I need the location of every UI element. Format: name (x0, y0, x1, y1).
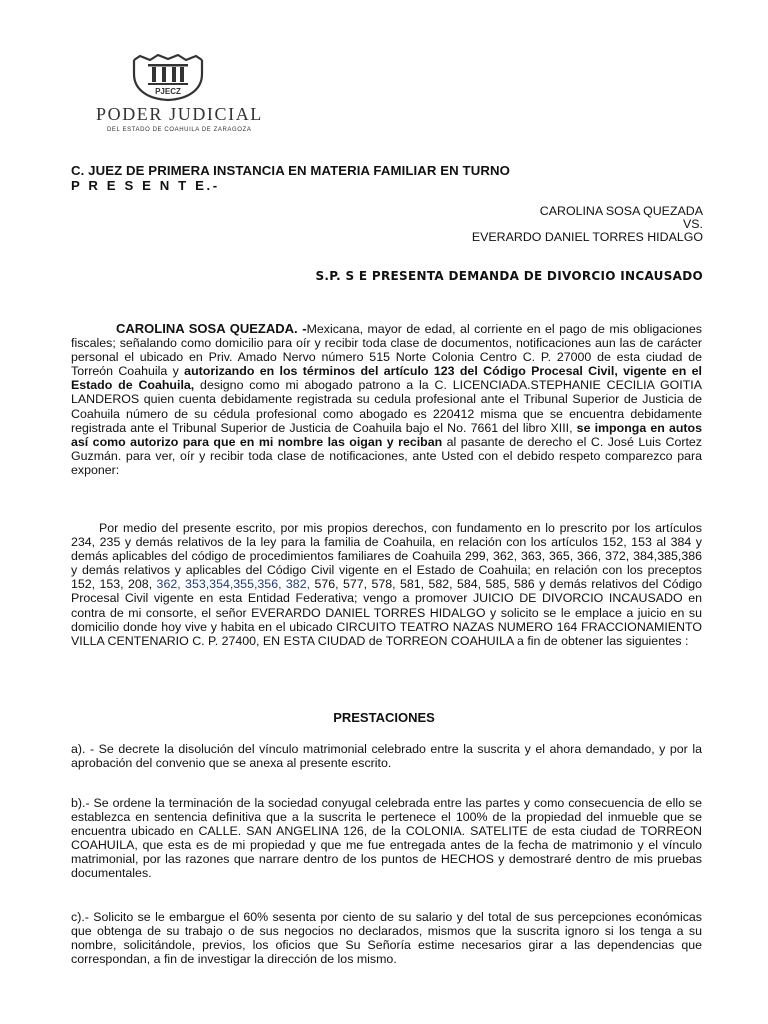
section-heading: PRESTACIONES (333, 710, 435, 725)
addressee-line: C. JUEZ DE PRIMERA INSTANCIA EN MATERIA FAMILIAR EN TURNO (71, 163, 510, 178)
courthouse-seal-icon (130, 50, 206, 102)
intro-text: Mexicana, mayor de edad, al corriente en el pago de mis obligaciones fiscales; señalando como domicilio para oír y recibir toda clase de documentos, notificaciones aun las de carácter personal el ubicado en Priv. Amado Nervo número 515 Norte Colonia Centro C. P. 27000 de esta ciudad de Torreón Coahuila y (71, 322, 702, 379)
institution-name: PODER JUDICIAL (96, 104, 263, 124)
intro-text: al pasante de derecho el C. José Luis Cortez Guzmán. para ver, oír y recibir toda clase de notificaciones, ante Usted con el debido respeto comparezco para exponer: (71, 434, 703, 477)
intro-text: designo como mi abogado patrono a la C. LICENCIADA.STEPHANIE CECILIA GOITIA LANDEROS quien cuenta debidamente registrada su cedula profesional ante el Tribunal Superior de Justicia de Coahuila número de su cédula profesional como abogado es 220412 misma que se encuentra debidamente registrada ante el Tribunal Superior de Justicia de Coahuila bajo el No. 7661 del libro XIII, (71, 378, 702, 435)
defendant-name: EVERARDO DANIEL TORRES HIDALGO (471, 230, 703, 244)
claim-item-b: b).- Se ordene la terminación de la sociedad conyugal celebrada entre las partes y como consecuencia de ello se establezca en sentencia definitiva que a la suscrita le pertenece el 100% de la propiedad del inmueble que se encuentra ubicado en CALLE. SAN ANGELINA 126, de la COLONIA. SATELITE de esta ciudad de TORREON COAHUILA, que esta es de mi propiedad y que me fue entregada antes de la fecha de matrimonio y el vínculo matrimonial, por las razones que narrare dentro de los puntos de HECHOS y demostraré dentro de mis pruebas documentales. (71, 796, 702, 881)
institution-logo (96, 50, 263, 133)
versus-label: VS. (683, 217, 703, 231)
addressee-present: P R E S E N T E.- (71, 178, 220, 193)
intro-authorization: se imponga en autos así como autorizo para que en mi nombre las oigan y reciban (71, 420, 702, 449)
claim-item-c: c).- Solicito se le embargue el 60% sesenta por ciento de su salario y del total de sus percepciones económicas que obtenga de su trabajo o de sus negocios no declarados, mismos que la suscrita ignoro si los tenga a su nombre, solicitándole, previos, los oficios que Su Señoría estime necesarios girar a las dependencias que correspondan, a fin de investigar la dirección de los mismo. (71, 910, 702, 967)
intro-authorization: autorizando en los términos del artículo 123 del Código Procesal Civil, vigente en el Estado de Coahuila, (71, 364, 702, 393)
institution-subtitle: DEL ESTADO DE COAHUILA DE ZARAGOZA (107, 127, 252, 133)
parties-block (472, 205, 703, 244)
petition-articles: 362, 353,354,355,356, 382, (156, 577, 311, 592)
seal-text: PJECZ (155, 87, 181, 96)
plaintiff-lead: CAROLINA SOSA QUEZADA. - (116, 321, 307, 336)
intro-paragraph (71, 322, 702, 477)
subject-line: S.P. S E PRESENTA DEMANDA DE DIVORCIO INCAUSADO (315, 269, 703, 283)
petition-text: Por medio del presente escrito, por mis propios derechos, con fundamento en lo prescrito por los artículos 234, 235 y demás relativos de la ley para la familia de Coahuila, en relación con los artículos 152, 153 al 384 y demás aplicables del código de procedimientos familiares de Coahuila 299, 362, 363, 365, 366, 372, 384,385,386 y demás relativos y aplicables del Código Civil vigente en el Estado de Coahuila; en relación con los preceptos 152, 153, 208, (71, 521, 702, 592)
petition-text: 576, 577, 578, 581, 582, 584, 585, 586 y demás relativos del Código Procesal Civil vigente en esta Entidad Federativa; vengo a promover JUICIO DE DIVORCIO INCAUSADO en contra de mi consorte, el señor EVERARDO DANIEL TORRES HIDALGO y solicito se le emplace a juicio en su domicilio donde hoy vive y habita en el ubicado CIRCUITO TEATRO NAZAS NUMERO 164 FRACCIONAMIENTO VILLA CENTENARIO C. P. 27400, EN ESTA CIUDAD de TORREON COAHUILA a fin de obtener las siguientes : (71, 577, 702, 648)
addressee-block (71, 163, 510, 193)
plaintiff-name: CAROLINA SOSA QUEZADA (539, 204, 703, 218)
claim-item-a: a). - Se decrete la disolución del vínculo matrimonial celebrado entre la suscrita y el ahora demandado, y por la aprobación del convenio que se anexa al presente escrito. (71, 742, 702, 771)
petition-paragraph (71, 521, 702, 648)
